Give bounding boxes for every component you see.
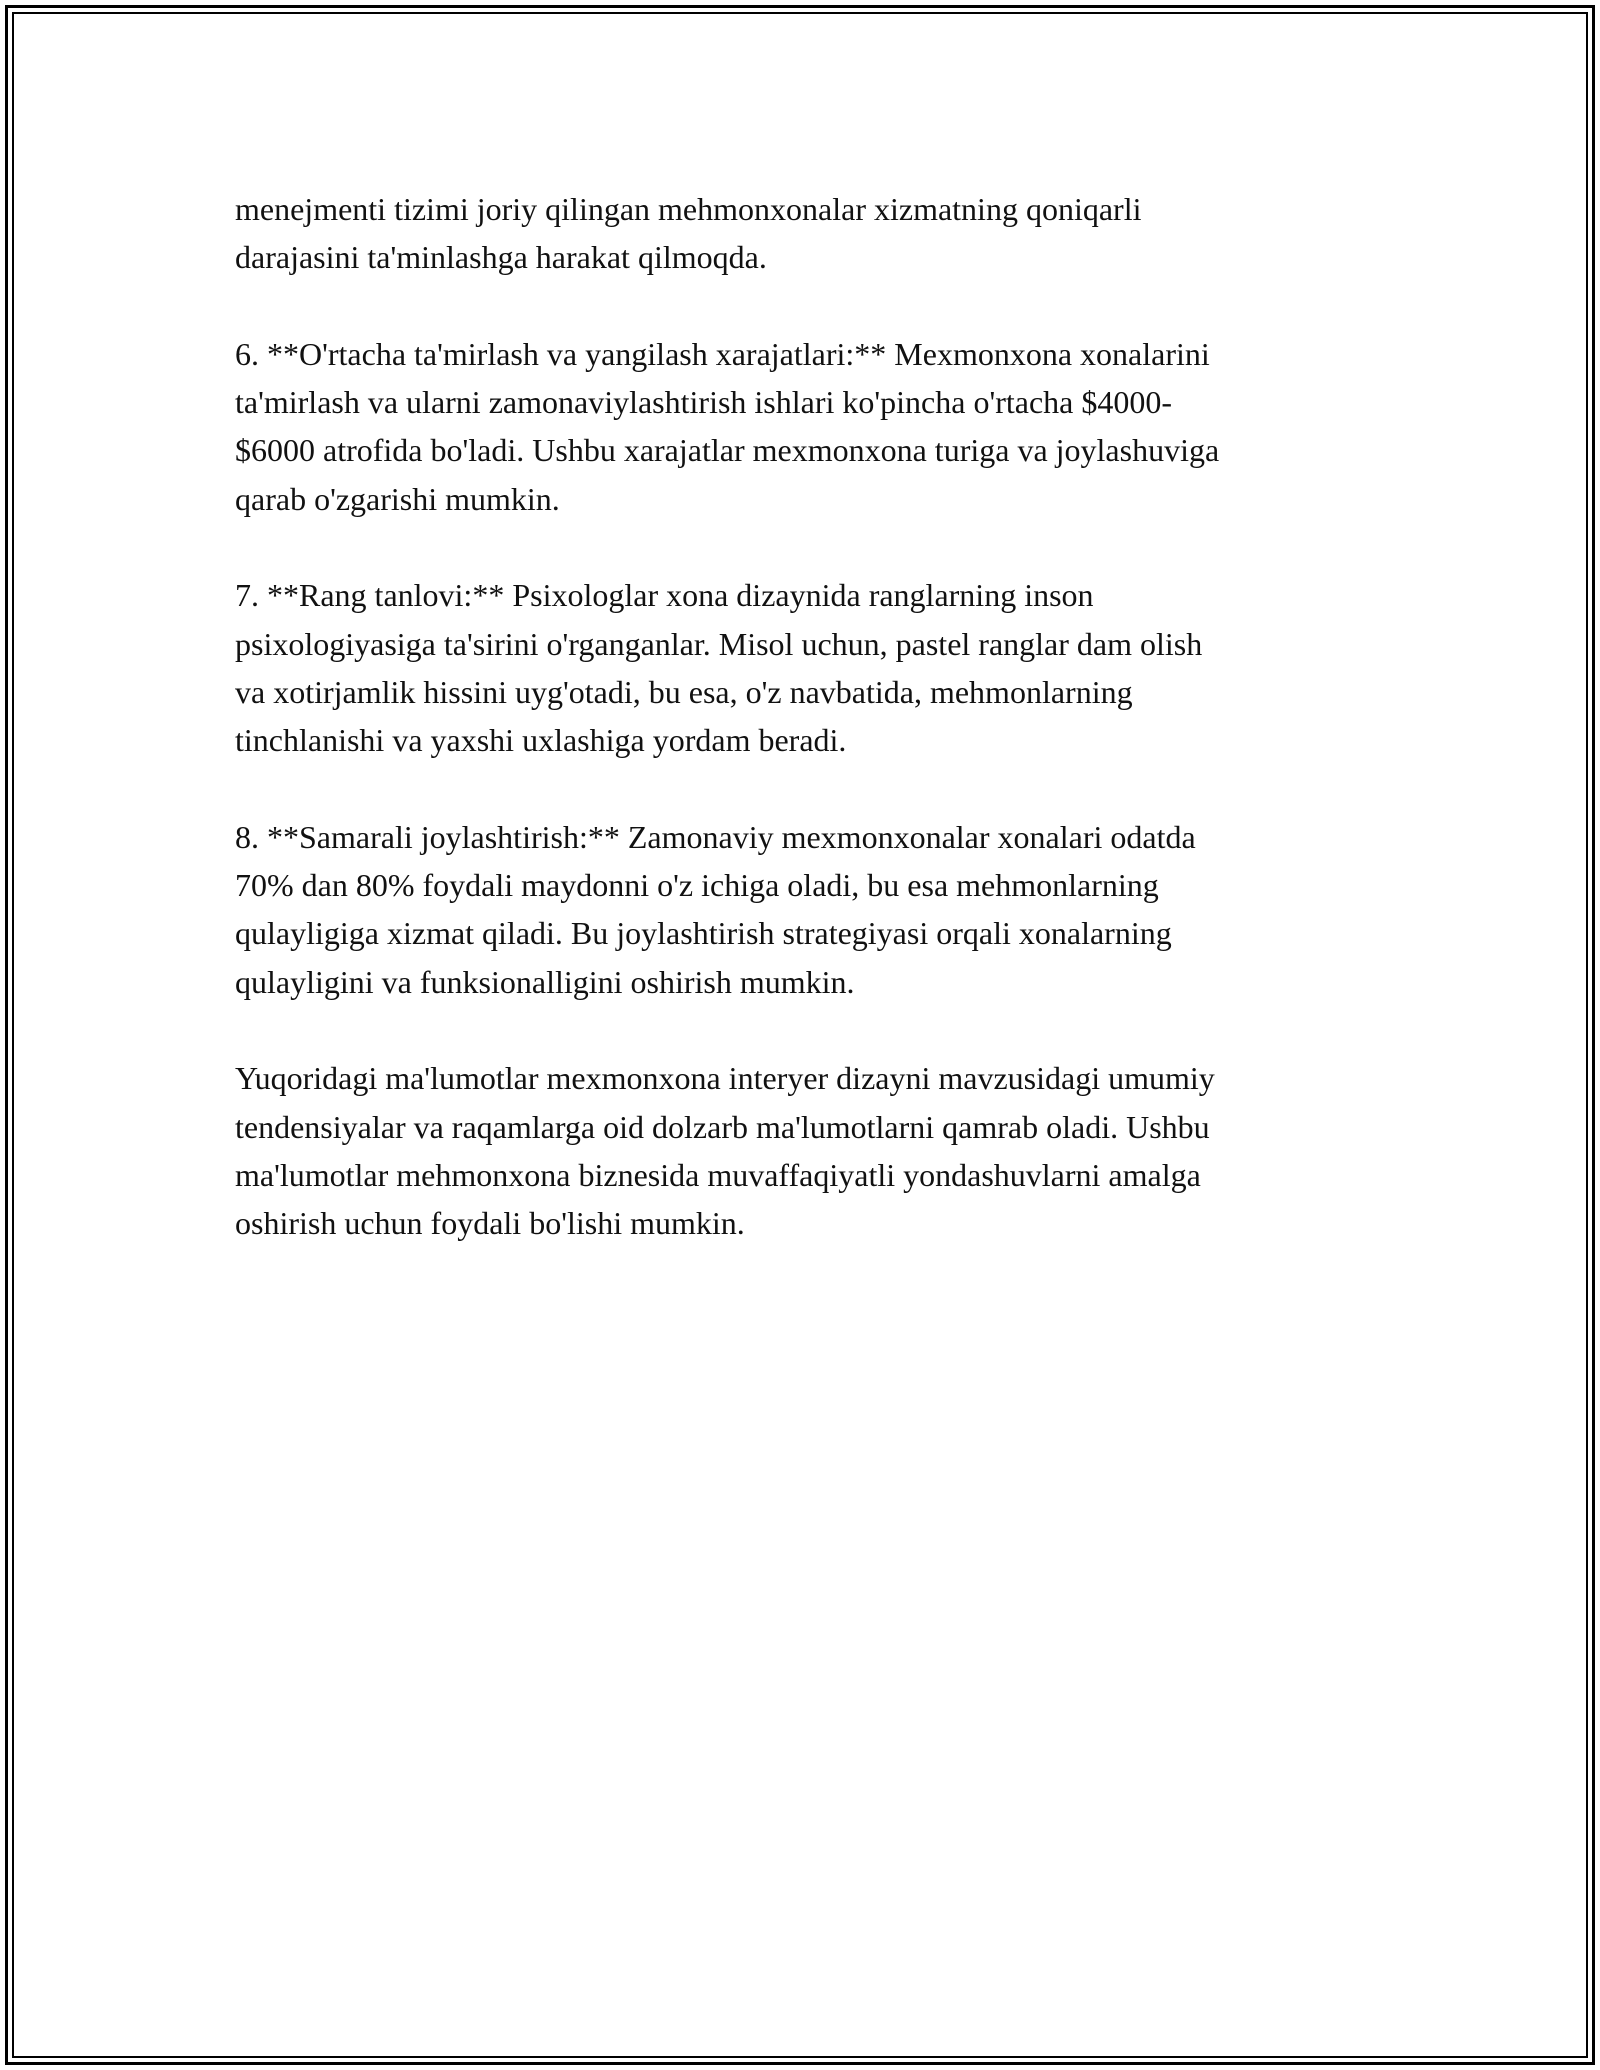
- paragraph-item-7-color-choice: 7. **Rang tanlovi:** Psixologlar xona dizaynida ranglarning inson psixologiyasiga ta'sirini o'rganganlar. Misol uchun, pastel ranglar dam olish va xotirjamlik hissini uyg'otadi, bu esa, o'z navbatida, mehmonlarning tinchlanishi va yaxshi uxlashiga yordam beradi.: [235, 577, 1203, 759]
- paragraph-item-8-efficient-layout: 8. **Samarali joylashtirish:** Zamonaviy mexmonxonalar xonalari odatda 70% dan 80% foydali maydonni o'z ichiga oladi, bu esa mehmonlarning qulayligiga xizmat qiladi. Bu joylashtirish strategiyasi orqali xonalarning qulayligini va funksionalligini oshirish mumkin.: [235, 818, 1196, 1000]
- paragraph-continuation: menejmenti tizimi joriy qilingan mehmonxonalar xizmatning qoniqarli darajasini ta'minlashga harakat qilmoqda.: [235, 191, 1142, 276]
- document-body: [235, 185, 1385, 1296]
- paragraph-item-6-renovation-costs: 6. **O'rtacha ta'mirlash va yangilash xarajatlari:** Mexmonxona xonalarini ta'mirlash va ularni zamonaviylashtirish ishlari ko'pincha o'rtacha $4000- $6000 atrofida bo'ladi. Ushbu xarajatlar mexmonxona turiga va joylashuviga qarab o'zgarishi mumkin.: [235, 335, 1220, 517]
- paragraph-conclusion: Yuqoridagi ma'lumotlar mexmonxona interyer dizayni mavzusidagi umumiy tendensiyalar va raqamlarga oid dolzarb ma'lumotlarni qamrab oladi. Ushbu ma'lumotlar mehmonxona biznesida muvaffaqiyatli yondashuvlarni amalga oshirish uchun foydali bo'lishi mumkin.: [235, 1060, 1215, 1242]
